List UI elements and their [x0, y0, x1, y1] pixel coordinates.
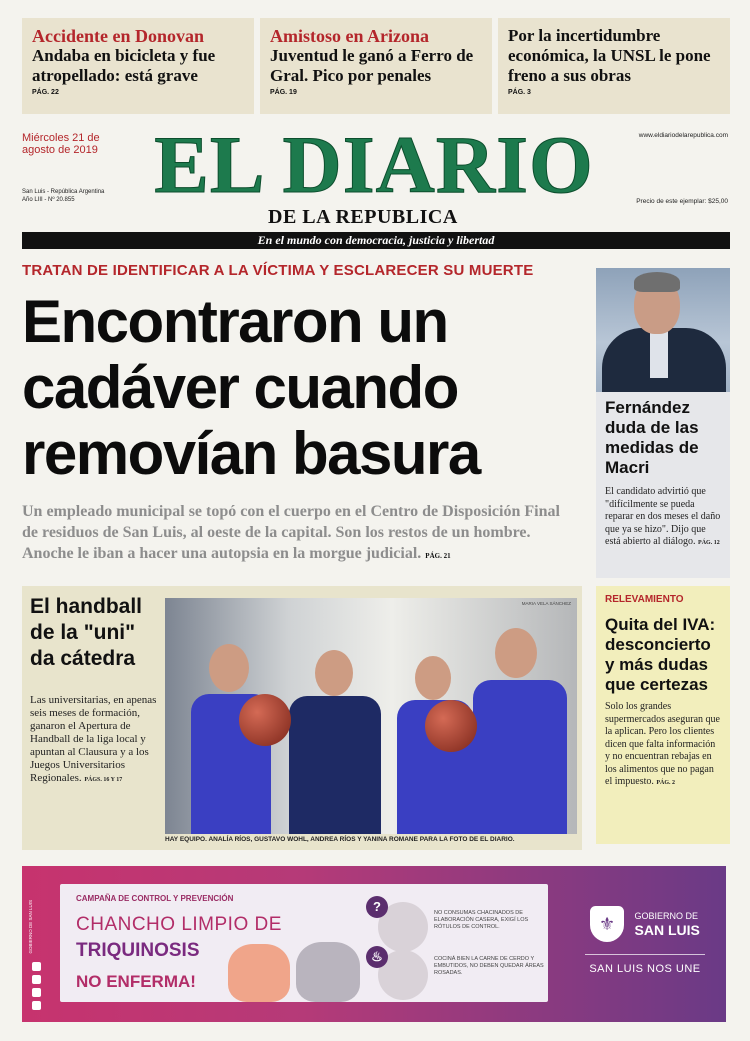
- photo-caption: HAY EQUIPO. ANALÍA RÍOS, GUSTAVO WOHL, ANDREA RÍOS Y YANINA ROMANE PARA LA FOTO DE EL DIARIO.: [165, 836, 515, 843]
- teaser-kicker: Accidente en Donovan: [32, 26, 204, 46]
- ad-line1: CHANCHO LIMPIO DE: [76, 914, 282, 935]
- person-head: [495, 628, 537, 678]
- twitter-icon: [32, 988, 41, 997]
- brand-top: GOBIERNO DE: [634, 910, 699, 921]
- pig-illustration-icon: [228, 944, 290, 1002]
- side-body-text: Solo los grandes supermercados aseguran que la aplican. Pero los clientes dicen que falta información y no encuentran rebajas en los alimentos que no pagan el impuesto.: [605, 701, 720, 787]
- fernandez-photo: [596, 268, 730, 392]
- side-page: PÁG. 12: [698, 540, 720, 546]
- teaser-kicker: Amistoso en Arizona: [270, 26, 429, 46]
- facebook-icon: [32, 962, 41, 971]
- handball-title: El handball de la "uni" da cátedra: [30, 595, 143, 670]
- side-body: [596, 478, 730, 550]
- ad-slogan: SAN LUIS NOS UNE: [589, 963, 701, 975]
- handball-body: [30, 694, 160, 787]
- ad-banner[interactable]: [22, 866, 726, 1022]
- deck-page: PÁG. 21: [425, 552, 451, 560]
- fire-icon: ♨: [366, 946, 388, 968]
- teaser-text: Juventud le ganó a Ferro de Gral. Pico por penales: [270, 46, 474, 85]
- side-kicker: RELEVAMIENTO: [605, 594, 684, 605]
- side-story-fernandez[interactable]: [596, 268, 730, 578]
- main-story[interactable]: [22, 262, 577, 567]
- issue-place: [22, 188, 132, 204]
- issue-date: Miércoles 21 de agosto de 2019: [22, 132, 100, 156]
- top-teasers: [22, 18, 730, 114]
- photo-shirt: [650, 328, 668, 378]
- masthead: [22, 119, 730, 251]
- teaser-unsl[interactable]: [498, 18, 730, 114]
- person-body: [289, 696, 381, 834]
- ad-vertical-text: GOBIERNO DE SAN LUIS: [28, 900, 33, 954]
- side-body: [605, 701, 721, 790]
- place-text: San Luis - República Argentina: [22, 189, 105, 195]
- shield-icon: ⚜: [590, 906, 624, 942]
- teaser-text: Por la incertidumbre económica, la UNSL le pone freno a sus obras: [508, 26, 711, 85]
- instagram-icon: [32, 975, 41, 984]
- ad-campaign: CAMPAÑA DE CONTROL Y PREVENCIÓN: [76, 894, 234, 903]
- ad-tip1: NO CONSUMAS CHACINADOS DE ELABORACIÓN CASERA, EXIGÍ LOS RÓTULOS DE CONTROL.: [434, 910, 529, 930]
- side-page: PÁG. 2: [656, 780, 676, 786]
- person-head: [315, 650, 353, 696]
- side-title: Quita del IVA: desconcierto y más dudas que certezas: [605, 615, 716, 694]
- teaser-arizona[interactable]: [260, 18, 492, 114]
- teaser-text: Andaba en bicicleta y fue atropellado: está grave: [32, 46, 216, 85]
- ad-social-icons: [32, 962, 42, 1014]
- side-body-text: El candidato advirtió que "difícilmente se pueda reparar en dos meses el daño que ya se hizo". Dijo que está abierto al diálogo.: [605, 486, 721, 547]
- headline-line: cadáver cuando: [22, 354, 458, 421]
- handball-ball: [239, 694, 291, 746]
- motto-bar: En el mundo con democracia, justicia y libertad: [22, 232, 730, 249]
- ad-brand: [570, 906, 720, 975]
- newspaper-logo-subtitle: DE LA REPUBLICA: [268, 206, 458, 228]
- photo-person: [465, 606, 571, 834]
- headline-line: Encontraron un: [22, 288, 448, 355]
- photo-person: [283, 634, 383, 834]
- youtube-icon: [32, 1001, 41, 1010]
- deck-text: Un empleado municipal se topó con el cuerpo en el Centro de Disposición Final de residuos de San Luis, al oeste de la capital. Son los restos de un hombre. Anoche le iban a hacer una autopsia en la morgue judicial.: [22, 503, 560, 562]
- ad-card: [60, 884, 548, 1002]
- handball-text: [30, 594, 160, 787]
- ad-line2: TRIQUINOSIS: [76, 940, 200, 961]
- issue-price: Precio de este ejemplar: $25,00: [636, 198, 728, 205]
- side-story-iva[interactable]: [596, 586, 730, 844]
- ad-divider: [585, 954, 705, 955]
- teaser-donovan[interactable]: [22, 18, 254, 114]
- side-title: Fernández duda de las medidas de Macri: [605, 398, 699, 477]
- ad-line3: NO ENFERMA!: [76, 972, 196, 991]
- main-headline: [22, 289, 577, 487]
- handball-ball: [425, 700, 477, 752]
- headline-line: removían basura: [22, 420, 480, 487]
- main-kicker: TRATAN DE IDENTIFICAR A LA VÍCTIMA Y ESCLARECER SU MUERTE: [22, 262, 534, 279]
- main-deck: [22, 501, 577, 567]
- teaser-page: PÁG. 3: [508, 89, 531, 96]
- person-head: [209, 644, 249, 692]
- ad-tip2: COCINÁ BIEN LA CARNE DE CERDO Y EMBUTIDOS, NO DEBEN QUEDAR ÁREAS ROSADAS.: [434, 956, 544, 976]
- handball-photo: [165, 598, 577, 834]
- photo-credit: MARIA VELA SÁNCHEZ: [521, 601, 571, 606]
- pig-illustration-icon: [296, 942, 360, 1002]
- photo-hair: [634, 272, 680, 292]
- handball-page: PÁGS. 16 Y 17: [84, 777, 123, 783]
- handball-body-text: Las universitarias, en apenas seis meses de formación, ganaron el Apertura de Handball de la liga local y apuntan al Clausura y a los Juegos Universitarios Regionales.: [30, 694, 157, 784]
- teaser-page: PÁG. 22: [32, 89, 59, 96]
- person-body: [473, 680, 567, 834]
- teaser-page: PÁG. 19: [270, 89, 297, 96]
- newspaper-logo: EL DIARIO: [154, 119, 594, 210]
- ad-brand-name: [635, 911, 700, 938]
- handball-story[interactable]: [22, 586, 582, 850]
- brand-name: SAN LUIS: [634, 921, 700, 938]
- issue-number: Año LIII - Nº 20.855: [22, 197, 75, 203]
- person-head: [415, 656, 451, 700]
- question-icon: ?: [366, 896, 388, 918]
- website-url[interactable]: www.eldiariodelarepublica.com: [638, 132, 728, 139]
